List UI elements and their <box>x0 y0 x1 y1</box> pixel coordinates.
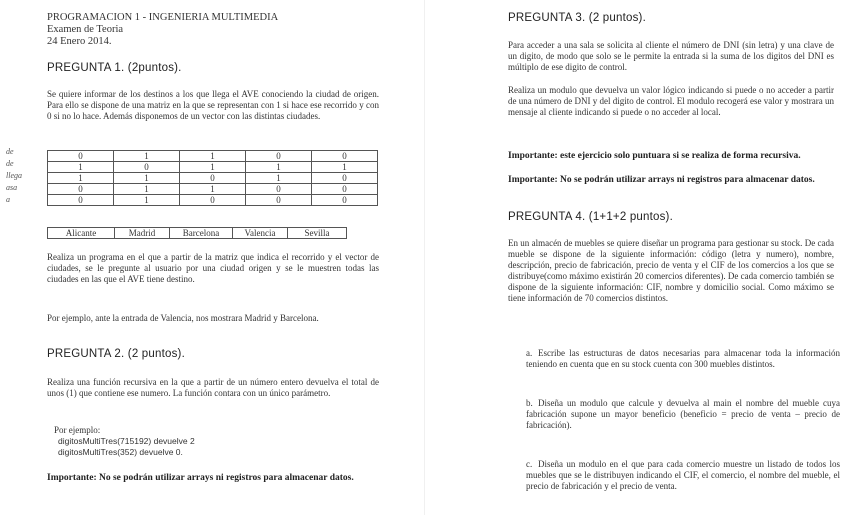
q3-important-1: Importante: este ejercicio solo puntuara si se realiza de forma recursiva. <box>508 151 801 161</box>
matrix-cell: 1 <box>180 151 246 162</box>
item-text: Diseña un modulo en el que para cada comercio muestre un listado de todos los muebles que se le distribuyen indicando el CIF, el comercio, el nombre del mueble, el precio de fabricación y el precio de venta. <box>526 459 840 491</box>
matrix-row <box>48 195 378 206</box>
margin-notes <box>6 146 22 206</box>
item-text: Diseña un modulo que calcule y devuelva al main el nombre del mueble cuya fabricación supone un mayor beneficio (beneficio = precio de venta – precio de fabricación). <box>526 398 840 430</box>
exam-date: 24 Enero 2014. <box>47 36 112 47</box>
matrix-cell: 1 <box>246 162 312 173</box>
matrix-cell: 0 <box>312 184 378 195</box>
margin-note: de <box>6 159 14 168</box>
city-cell: Barcelona <box>170 228 233 239</box>
city-cell: Alicante <box>48 228 115 239</box>
matrix-cell: 0 <box>48 195 114 206</box>
cities-vector <box>47 227 347 239</box>
q4-title: PREGUNTA 4. (1+1+2 puntos). <box>508 211 673 223</box>
matrix-cell: 0 <box>180 195 246 206</box>
matrix-cell: 0 <box>312 195 378 206</box>
q1-task: Realiza un programa en el que a partir de la matriz que indica el recorrido y el vector de ciudades, se le pregunte al usuario por una ciudad origen y se le muestren todas las ciudades en las que el AVE tiene destino. <box>47 252 379 284</box>
city-cell: Sevilla <box>288 228 347 239</box>
matrix-cell: 1 <box>48 173 114 184</box>
matrix-cell: 1 <box>114 195 180 206</box>
matrix-cell: 0 <box>180 173 246 184</box>
matrix-cell: 1 <box>312 162 378 173</box>
matrix-cell: 1 <box>246 173 312 184</box>
q2-example-1: digitosMultiTres(715192) devuelve 2 <box>58 436 195 446</box>
item-label: a. <box>526 348 533 358</box>
q2-example-2: digitosMultiTres(352) devuelve 0. <box>58 447 183 457</box>
q2-important: Importante: No se podrán utilizar arrays ni registros para almacenar datos. <box>47 473 354 483</box>
q3-title: PREGUNTA 3. (2 puntos). <box>508 12 646 24</box>
matrix-cell: 1 <box>114 184 180 195</box>
matrix-cell: 0 <box>246 151 312 162</box>
matrix-cell: 1 <box>114 151 180 162</box>
q4-item-a <box>526 348 840 370</box>
q4-intro: En un almacén de muebles se quiere diseñar un programa para gestionar su stock. De cada mueble se dispone de la siguiente información: código (letra y numero), nombre, descripción, precio de fabricación, precio de venta y el CIF de los comercios a los que se distribuye(como máximo existirán 20 comercios diferentes). De cada comercio también se dispone de la siguiente información: CIF, nombre y domicilio social. Como máximo se tiene información de 70 comercios distintos. <box>508 238 834 303</box>
q3-task: Realiza un modulo que devuelva un valor lógico indicando si puede o no acceder a partir de una número de DNI y del digito de control. El modulo recogerá ese valor y mostrara un mensaje al cliente indicando si puede o no acceder al local. <box>508 85 834 117</box>
item-label: c. <box>526 459 533 469</box>
matrix-cell: 0 <box>246 184 312 195</box>
q2-title: PREGUNTA 2. (2 puntos). <box>47 348 185 360</box>
city-cell: Valencia <box>233 228 288 239</box>
matrix-row <box>48 151 378 162</box>
margin-note: asa <box>6 183 18 192</box>
q1-title: PREGUNTA 1. (2puntos). <box>47 62 182 74</box>
q1-intro: Se quiere informar de los destinos a los que llega el AVE conociendo la ciudad de origen. Para ello se dispone de una matriz en la que se representan con 1 si hace ese recorrido y con 0 si no lo hace. Además disponemos de un vector con las distintas ciudades. <box>47 89 379 121</box>
matrix-cell: 1 <box>48 162 114 173</box>
item-text: Escribe las estructuras de datos necesarias para almacenar toda la información teniendo en cuenta que en su stock cuenta con 300 muebles distintos. <box>526 348 840 369</box>
matrix-row <box>48 162 378 173</box>
item-label: b. <box>526 398 533 408</box>
q3-important-2: Importante: No se podrán utilizar arrays ni registros para almacenar datos. <box>508 175 815 185</box>
right-page <box>424 0 848 515</box>
cities-row <box>48 228 347 239</box>
q1-example: Por ejemplo, ante la entrada de Valencia, nos mostrara Madrid y Barcelona. <box>47 313 319 323</box>
q4-item-b <box>526 398 840 431</box>
margin-note: a <box>6 195 10 204</box>
matrix-cell: 0 <box>246 195 312 206</box>
matrix-cell: 0 <box>48 151 114 162</box>
q2-example-label: Por ejemplo: <box>54 425 101 435</box>
margin-note: llega <box>6 171 22 180</box>
matrix-cell: 0 <box>114 162 180 173</box>
q3-intro: Para acceder a una sala se solicita al cliente el número de DNI (sin letra) y una clave de un digito, de modo que solo se le permite la entrada si la suma de los digitos del DNI es múltiplo de ese digito de control. <box>508 40 834 72</box>
margin-note: de <box>6 147 14 156</box>
q4-item-c <box>526 459 840 492</box>
matrix-cell: 0 <box>312 151 378 162</box>
q2-intro: Realiza una función recursiva en la que a partir de un número entero devuelva el total de unos (1) que contiene ese numero. La función contara con un único parámetro. <box>47 377 379 398</box>
matrix-cell: 0 <box>312 173 378 184</box>
matrix-cell: 1 <box>180 162 246 173</box>
course-header: PROGRAMACION 1 - INGENIERIA MULTIMEDIA <box>47 12 279 23</box>
matrix-row <box>48 184 378 195</box>
city-cell: Madrid <box>115 228 170 239</box>
route-matrix <box>47 150 378 206</box>
exam-type: Examen de Teoria <box>47 24 124 35</box>
matrix-cell: 1 <box>114 173 180 184</box>
matrix-cell: 0 <box>48 184 114 195</box>
matrix-cell: 1 <box>180 184 246 195</box>
matrix-row <box>48 173 378 184</box>
